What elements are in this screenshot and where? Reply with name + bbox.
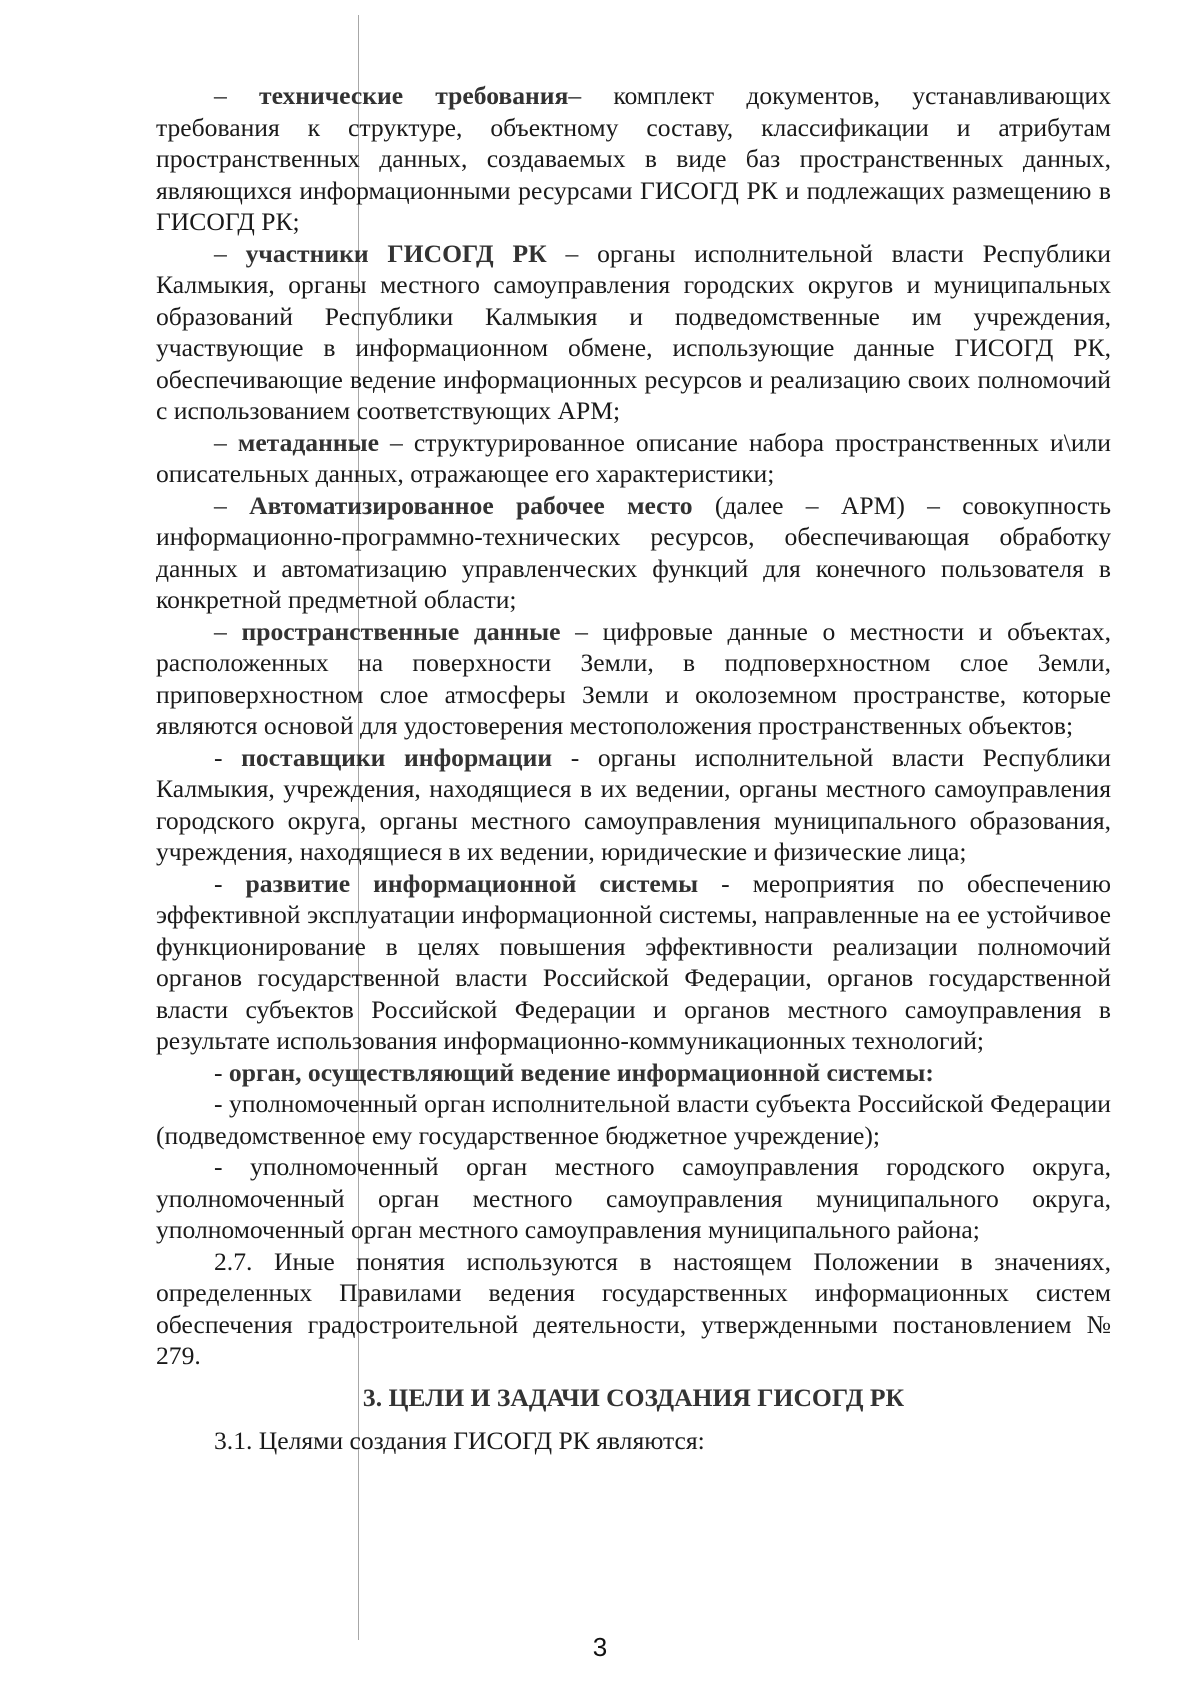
definition-dash: -: [214, 868, 246, 898]
definition-text: - органы исполнительной власти Республики Калмыкия, учреждения, находящиеся в их ведении, органы местного самоуправления городского округа, органы местного самоуправления муниципального образования, учреждения, находящиеся в их ведении, юридические и физические лица;: [156, 742, 1111, 866]
bullet-regional-body: - уполномоченный орган исполнительной власти субъекта Российской Федерации (подведомственное ему государственное бюджетное учреждение);: [156, 1089, 1111, 1150]
definition-term: технические требования: [259, 81, 569, 110]
page-number: 3: [592, 1632, 608, 1662]
definition-participants: [156, 238, 1111, 427]
definition-dash: –: [214, 427, 238, 457]
definition-text: – органы исполнительной власти Республики Калмыкия, органы местного самоуправления городских округов и муниципальных образований Республики Калмыкия и подведомственные им учреждения, участвующие в информационном обмене, использующие данные ГИСОГД РК, обеспечивающие ведение информационных ресурсов и реализацию своих полномочий с использованием соответствующих АРМ;: [156, 238, 1111, 425]
document-body: [156, 80, 1111, 1457]
definition-dash: -: [214, 742, 242, 772]
definition-text: (далее – АРМ) – совокупность информационно-программно-технических ресурсов, обеспечивающая обработку данных и автоматизацию управленческих функций для конечного пользователя в конкретной предметной области;: [156, 490, 1111, 614]
definition-dash: –: [214, 81, 260, 110]
definition-spatial-data: [156, 616, 1111, 742]
definition-text: - мероприятия по обеспечению эффективной эксплуатации информационной системы, направленные на ее устойчивое функционирование в целях повышения эффективности реализации полномочий органов государственной власти Российской Федерации, органов государственной власти субъектов Российской Федерации и органов местного самоуправления в результате использования информационно-коммуникационных технологий;: [156, 868, 1111, 1055]
definition-term: развитие информационной системы: [245, 868, 699, 898]
definition-text: – цифровые данные о местности и объектах, расположенных на поверхности Земли, в подповерхностном слое Земли, приповерхностном слое атмосферы Земли и околоземном пространстве, которые являются основой для удостоверения местоположения пространственных объектов;: [156, 616, 1111, 740]
definition-term: поставщики информации: [241, 742, 553, 772]
definition-dash: –: [214, 490, 250, 520]
definition-information-providers: [156, 742, 1111, 868]
definition-system-development: [156, 868, 1111, 1057]
definition-workstation: [156, 490, 1111, 616]
bullet-municipal-body: - уполномоченный орган местного самоуправления городского округа, уполномоченный орган местного самоуправления муниципального округа, уполномоченный орган местного самоуправления муниципального района;: [156, 1152, 1111, 1244]
definition-term: Автоматизированное рабочее место: [249, 490, 693, 520]
clause-3-1: 3.1. Целями создания ГИСОГД РК являются:: [214, 1426, 705, 1455]
definition-operating-body: [156, 1057, 1111, 1089]
section-heading: 3. ЦЕЛИ И ЗАДАЧИ СОЗДАНИЯ ГИСОГД РК: [362, 1382, 905, 1412]
definition-dash: -: [214, 1057, 229, 1087]
definition-dash: –: [214, 616, 242, 646]
definition-technical-requirements: [156, 80, 1111, 238]
definition-dash: –: [214, 238, 246, 268]
definition-term: орган, осуществляющий ведение информационной системы:: [228, 1057, 934, 1087]
definition-text: – комплект документов, устанавливающих требования к структуре, объектному составу, классификации и атрибутам пространственных данных, создаваемых в виде баз пространственных данных, являющихся информационными ресурсами ГИСОГД РК и подлежащих размещению в ГИСОГД РК;: [156, 81, 1112, 236]
clause-2-7: 2.7. Иные понятия используются в настоящем Положении в значениях, определенных Правилами ведения государственных информационных систем обеспечения градостроительной деятельности, утвержденными постановлением № 279.: [156, 1246, 1111, 1370]
definition-term: метаданные: [237, 427, 379, 457]
definition-term: участники ГИСОГД РК: [245, 238, 547, 268]
definition-metadata: [156, 427, 1111, 490]
definition-text: – структурированное описание набора пространственных и\или описательных данных, отражающее его характеристики;: [156, 427, 1111, 488]
definition-term: пространственные данные: [241, 616, 561, 646]
